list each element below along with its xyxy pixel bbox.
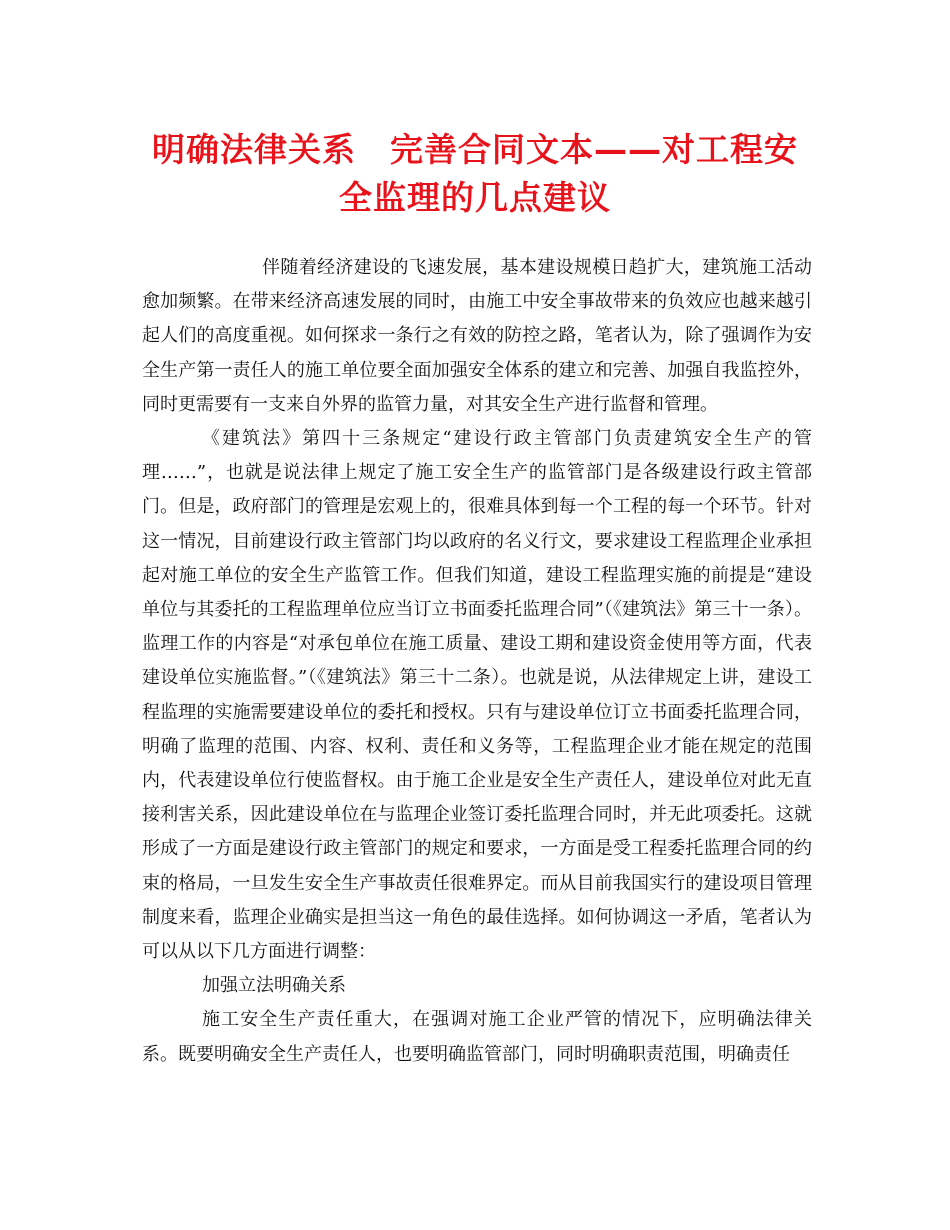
paragraph-legislation: 施工安全生产责任重大，在强调对施工企业严管的情况下，应明确法律关系。既要明确安全生产责任人，也要明确监管部门，同时明确职责范围，明确责任 bbox=[142, 1009, 812, 1065]
title-line-1: 明确法律关系 完善合同文本——对工程安 bbox=[152, 130, 798, 169]
document-title bbox=[130, 126, 820, 222]
paragraph-construction-law: 《建筑法》第四十三条规定“建设行政主管部门负责建筑安全生产的管理……”，也就是说法律上规定了施工安全生产的监管部门是各级建设行政主管部门。但是，政府部门的管理是宏观上的，很难具体到每一个工程的每一个环节。针对这一情况，目前建设行政主管部门均以政府的名义行文，要求建设工程监理企业承担起对施工单位的安全生产监管工作。但我们知道，建设工程监理实施的前提是“建设单位与其委托的工程监理单位应当订立书面委托监理合同”（《建筑法》第三十一条）。监理工作的内容是“对承包单位在施工质量、建设工期和建设资金使用等方面，代表建设单位实施监督。”（《建筑法》第三十二条）。也就是说，从法律规定上讲，建设工程监理的实施需要建设单位的委托和授权。只有与建设单位订立书面委托监理合同，明确了监理的范围、内容、权利、责任和义务等，工程监理企业才能在规定的范围内，代表建设单位行使监督权。由于施工企业是安全生产责任人，建设单位对此无直接利害关系，因此建设单位在与监理企业签订委托监理合同时，并无此项委托。这就形成了一方面是建设行政主管部门的规定和要求，一方面是受工程委托监理合同的约束的格局，一旦发生安全生产事故责任很难界定。而从目前我国实行的建设项目管理制度来看，监理企业确实是担当这一角色的最佳选择。如何协调这一矛盾，笔者认为可以从以下几方面进行调整： bbox=[142, 428, 812, 963]
section-heading: 加强立法明确关系 bbox=[202, 975, 346, 997]
title-line-2: 全监理的几点建议 bbox=[339, 178, 611, 217]
document-body bbox=[142, 251, 812, 1072]
paragraph-intro: 伴随着经济建设的飞速发展，基本建设规模日趋扩大，建筑施工活动愈加频繁。在带来经济高速发展的同时，由施工中安全事故带来的负效应也越来越引起人们的高度重视。如何探求一条行之有效的防控之路，笔者认为，除了强调作为安全生产第一责任人的施工单位要全面加强安全体系的建立和完善、加强自我监控外，同时更需要有一支来自外界的监管力量，对其安全生产进行监督和管理。 bbox=[142, 257, 812, 415]
